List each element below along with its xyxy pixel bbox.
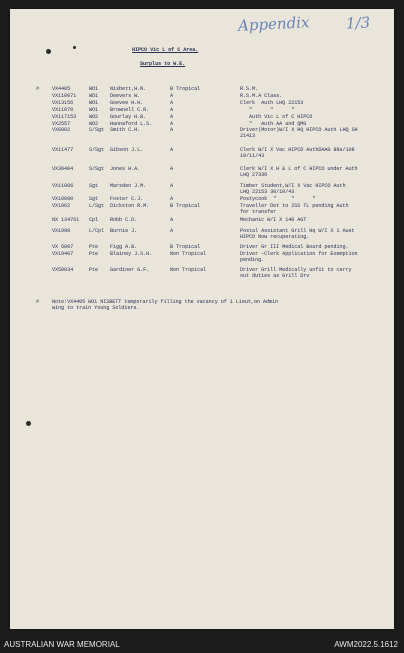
row-name: Jones H.A. — [110, 166, 141, 172]
row-rank: S/Sgt — [89, 147, 105, 153]
row-name: Robb C.D. — [110, 217, 138, 223]
row-num: VX11006 — [52, 183, 74, 189]
row-mark: # — [36, 86, 40, 92]
row-remarks: Postycook " " " — [240, 196, 316, 202]
row-remarks: " " " — [240, 107, 295, 113]
row-rank: WO1 — [89, 100, 99, 106]
row-num: NX 134761 — [52, 217, 80, 223]
row-remarks: " Auth AA and QMG — [240, 121, 307, 127]
row-grade: A — [170, 93, 174, 99]
row-rank: Pte — [89, 244, 99, 250]
row-name: Gourlay H.B. — [110, 114, 147, 120]
row-name: Goevee H.H. — [110, 100, 144, 106]
row-num: VX30404 — [52, 166, 74, 172]
row-rank: Cpl — [89, 217, 99, 223]
row-grade: A — [170, 107, 174, 113]
row-num: VX11477 — [52, 147, 74, 153]
row-num: VX19407 — [52, 251, 74, 257]
row-remarks: Traveller Det to 2SS TL pending Auth for transfer — [240, 203, 349, 215]
row-num: VX13156 — [52, 100, 74, 106]
row-grade: A — [170, 100, 174, 106]
row-grade: A — [170, 114, 174, 120]
row-name: Blainey J.S.H. — [110, 251, 153, 257]
row-remarks: Driver(Motor)W/I X HQ HIPCO Auth LHQ SH 21413 — [240, 127, 358, 139]
row-name: Gibson J.L. — [110, 147, 144, 153]
row-num: VX1062 — [52, 203, 71, 209]
row-num: VX50034 — [52, 267, 74, 273]
row-name: Marsden J.M. — [110, 183, 147, 189]
row-grade: A — [170, 183, 174, 189]
row-num: VX11070 — [52, 107, 74, 113]
row-grade: Non Tropical — [170, 251, 207, 257]
punch-hole — [26, 421, 31, 426]
row-name: Figg A.B. — [110, 244, 138, 250]
row-name: Gardiner G.F. — [110, 267, 150, 273]
row-grade: Non Tropical — [170, 267, 207, 273]
row-grade: A — [170, 217, 174, 223]
row-remarks: Clerk Auth LHQ 22153 — [240, 100, 304, 106]
punch-hole — [46, 49, 51, 54]
row-grade: B Tropical — [170, 203, 201, 209]
handwritten-appendix-note: Appendix — [237, 13, 310, 35]
row-rank: WO1 — [89, 86, 99, 92]
row-num: VX4405 — [52, 86, 71, 92]
row-remarks: Clerk W/I X Vac HIPCO AuthDAAG 88a/108 10/11/43 — [240, 147, 355, 159]
row-grade: A — [170, 228, 174, 234]
row-num: VX110071 — [52, 93, 77, 99]
row-remarks: Auth Vic L of C HIPCO — [240, 114, 313, 120]
row-num: VX10090 — [52, 196, 74, 202]
row-name: Foster C.J. — [110, 196, 144, 202]
row-name: Smith C.H. — [110, 127, 141, 133]
row-grade: A — [170, 196, 174, 202]
row-grade: B Tropical — [170, 86, 201, 92]
row-remarks: Timber Student,W/I X Vac HIPCO Auth LHQ 22153 30/10/43 — [240, 183, 346, 195]
row-num: VX 6007 — [52, 244, 74, 250]
footnote-text: Note:VX4405 WO1 NISBETT temporarily filling the vacancy of 1 Lieut,on Admin wing to train Young Soldiers. — [52, 299, 278, 311]
row-num: VX2557 — [52, 121, 71, 127]
row-remarks: Postal Assistant Grill Hq W/I X 1 Aust HIPCO Now recuperating. — [240, 228, 355, 240]
document-page — [10, 9, 394, 629]
row-remarks: Clerk W/I X H & L of C HIPCO under Auth LHQ 27330 — [240, 166, 358, 178]
punch-hole — [73, 46, 76, 49]
row-name: Deevers W. — [110, 93, 141, 99]
row-num: VX1990 — [52, 228, 71, 234]
document-title: HIPCO Vic L of C Area. — [132, 47, 199, 53]
row-num: VX117153 — [52, 114, 77, 120]
row-rank: L/Cpl — [89, 228, 105, 234]
footer-reference: AWM2022.5.1612 — [334, 640, 398, 649]
row-num: VX6002 — [52, 127, 71, 133]
row-rank: WO2 — [89, 121, 99, 127]
row-rank: S/Sgt — [89, 166, 105, 172]
row-name: Burnie J. — [110, 228, 138, 234]
row-name: Nisbett,H.N. — [110, 86, 147, 92]
row-grade: A — [170, 147, 174, 153]
row-rank: Pte — [89, 267, 99, 273]
row-name: Dickston R.M. — [110, 203, 150, 209]
row-grade: A — [170, 121, 174, 127]
footer-institution: AUSTRALIAN WAR MEMORIAL — [4, 640, 120, 649]
row-rank: WO1 — [89, 93, 99, 99]
row-remarks: R.S.M.A Class. — [240, 93, 283, 99]
row-remarks: Mechanic W/I X 140 AGT — [240, 217, 307, 223]
row-remarks: Driver -Clerk Application for Exemption pending. — [240, 251, 358, 263]
row-grade: A — [170, 166, 174, 172]
handwritten-appendix-number: 1/3 — [345, 13, 371, 33]
row-name: Brownell C.R. — [110, 107, 150, 113]
document-subtitle: Surplus to W.E. — [140, 61, 186, 67]
row-name: Hannaford L.S. — [110, 121, 153, 127]
row-grade: A — [170, 127, 174, 133]
row-rank: S/Sgt — [89, 127, 105, 133]
row-remarks: R.S.M. — [240, 86, 259, 92]
row-remarks: Driver Grill Medically unfit to carry out duties as Grill Drv — [240, 267, 352, 279]
row-rank: Sgt — [89, 183, 99, 189]
row-remarks: Driver Gr III Medical Board pending. — [240, 244, 349, 250]
footnote-mark: # — [36, 299, 40, 305]
row-rank: Pte — [89, 251, 99, 257]
row-rank: WO2 — [89, 114, 99, 120]
row-rank: WO1 — [89, 107, 99, 113]
row-rank: Sgt — [89, 196, 99, 202]
row-grade: B Tropical — [170, 244, 201, 250]
row-rank: L/Sgt — [89, 203, 105, 209]
